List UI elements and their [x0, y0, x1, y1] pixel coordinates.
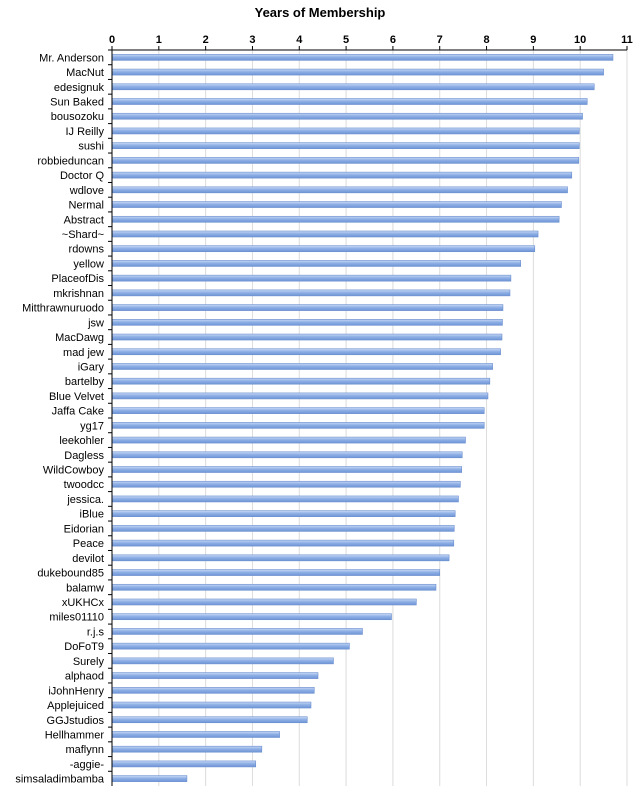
- category-label: GGJstudios: [46, 714, 104, 727]
- x-tick-label: 7: [436, 34, 443, 46]
- category-label: Peace: [72, 538, 104, 551]
- bar: [112, 437, 465, 443]
- bar: [112, 717, 307, 723]
- x-tick-label: 8: [483, 34, 490, 46]
- category-label: Sun Baked: [50, 96, 104, 109]
- bar: [112, 673, 318, 679]
- bar: [112, 408, 484, 414]
- chart-title: Years of Membership: [254, 5, 386, 20]
- bar: [112, 246, 535, 252]
- x-axis-ticks: [109, 34, 633, 50]
- category-label: jsw: [88, 317, 104, 330]
- category-label: iJohnHenry: [48, 685, 104, 698]
- bar: [112, 319, 502, 325]
- category-label: yellow: [73, 258, 104, 271]
- category-label: rdowns: [68, 243, 104, 256]
- bar: [112, 172, 572, 178]
- bar: [112, 305, 503, 311]
- bar: [112, 128, 579, 134]
- category-label: MacDawg: [55, 332, 104, 345]
- bar: [112, 467, 462, 473]
- bar: [112, 776, 187, 782]
- category-label: WildCowboy: [42, 464, 104, 477]
- category-label: jessica.: [67, 493, 104, 506]
- x-tick-label: 1: [155, 34, 162, 46]
- bar: [112, 746, 262, 752]
- bar: [112, 658, 333, 664]
- bar: [112, 54, 613, 60]
- category-label: IJ Reilly: [65, 125, 104, 138]
- bar: [112, 481, 460, 487]
- category-label: iBlue: [79, 508, 104, 521]
- x-tick-label: 6: [389, 34, 396, 46]
- x-tick-label: 9: [530, 34, 537, 46]
- bars: [112, 54, 613, 781]
- category-label: Surely: [72, 655, 104, 668]
- x-tick-label: 3: [249, 34, 256, 46]
- category-label: simsaladimbamba: [15, 773, 104, 786]
- category-label: xUKHCx: [61, 597, 104, 609]
- bar: [112, 555, 449, 561]
- category-label: balamw: [66, 582, 104, 595]
- category-label: Jaffa Cake: [51, 405, 104, 418]
- category-labels: [15, 50, 112, 786]
- bar: [112, 540, 454, 546]
- bar: [112, 378, 490, 384]
- bar: [112, 584, 436, 590]
- category-label: miles01110: [49, 611, 104, 624]
- category-label: robbieduncan: [37, 155, 104, 168]
- category-label: twoodcc: [63, 479, 104, 492]
- bar: [112, 113, 583, 119]
- category-label: wdlove: [69, 184, 104, 197]
- bar: [112, 643, 349, 649]
- category-label: edesignuk: [53, 81, 104, 94]
- bar: [112, 393, 488, 399]
- category-label: Abstract: [63, 214, 104, 227]
- category-label: dukebound85: [37, 567, 104, 580]
- bar: [112, 702, 311, 708]
- x-tick-label: 2: [202, 34, 209, 46]
- bar: [112, 334, 502, 340]
- category-label: Mr. Anderson: [39, 52, 104, 65]
- bar: [112, 99, 587, 105]
- bar: [112, 452, 462, 458]
- category-label: Dagless: [64, 449, 104, 462]
- bar: [112, 260, 521, 266]
- category-label: bousozoku: [50, 111, 104, 124]
- category-label: Mitthrawnuruodo: [22, 302, 104, 315]
- bar: [112, 511, 455, 517]
- bar: [112, 187, 568, 193]
- bar: [112, 84, 594, 90]
- bar: [112, 570, 440, 576]
- category-label: -aggie-: [69, 758, 104, 771]
- category-label: MacNut: [66, 67, 104, 80]
- bar: [112, 422, 484, 428]
- bar: [112, 731, 280, 737]
- x-tick-label: 10: [574, 34, 587, 46]
- bar: [112, 290, 510, 296]
- x-tick-label: 5: [343, 34, 350, 46]
- category-label: Eidorian: [63, 523, 104, 536]
- bar: [112, 614, 392, 620]
- category-label: iGary: [77, 361, 104, 374]
- category-label: maflynn: [65, 744, 104, 757]
- bar: [112, 157, 579, 163]
- category-label: PlaceofDis: [51, 273, 104, 286]
- category-label: Hellhammer: [44, 729, 104, 742]
- category-label: ~Shard~: [61, 229, 104, 241]
- bar: [112, 599, 416, 605]
- category-label: devilot: [72, 552, 104, 565]
- category-label: alphaod: [64, 670, 104, 683]
- bar: [112, 275, 511, 281]
- bar: [112, 202, 561, 208]
- category-label: DoFoT9: [64, 641, 104, 654]
- category-label: bartelby: [64, 376, 104, 389]
- x-tick-label: 4: [296, 34, 303, 46]
- category-label: mkrishnan: [53, 287, 104, 300]
- x-tick-label: 0: [108, 34, 116, 46]
- category-label: Applejuiced: [47, 700, 104, 713]
- bar: [112, 216, 559, 222]
- bar: [112, 525, 454, 531]
- category-label: leekohler: [59, 435, 104, 448]
- category-label: Blue Velvet: [48, 390, 104, 403]
- bar: [112, 69, 604, 75]
- category-label: Nermal: [68, 199, 104, 212]
- bar: [112, 628, 362, 634]
- category-label: mad jew: [63, 346, 104, 359]
- category-label: r.j.s: [86, 626, 104, 639]
- bar: [112, 231, 538, 237]
- bar: [112, 687, 314, 693]
- bar: [112, 349, 501, 355]
- x-tick-label: 11: [621, 34, 633, 46]
- category-label: yg17: [80, 420, 104, 433]
- bar: [112, 363, 493, 369]
- bar: [112, 496, 458, 502]
- category-label: sushi: [78, 140, 104, 153]
- bar: [112, 761, 256, 767]
- category-label: Doctor Q: [59, 170, 104, 183]
- bar: [112, 143, 579, 149]
